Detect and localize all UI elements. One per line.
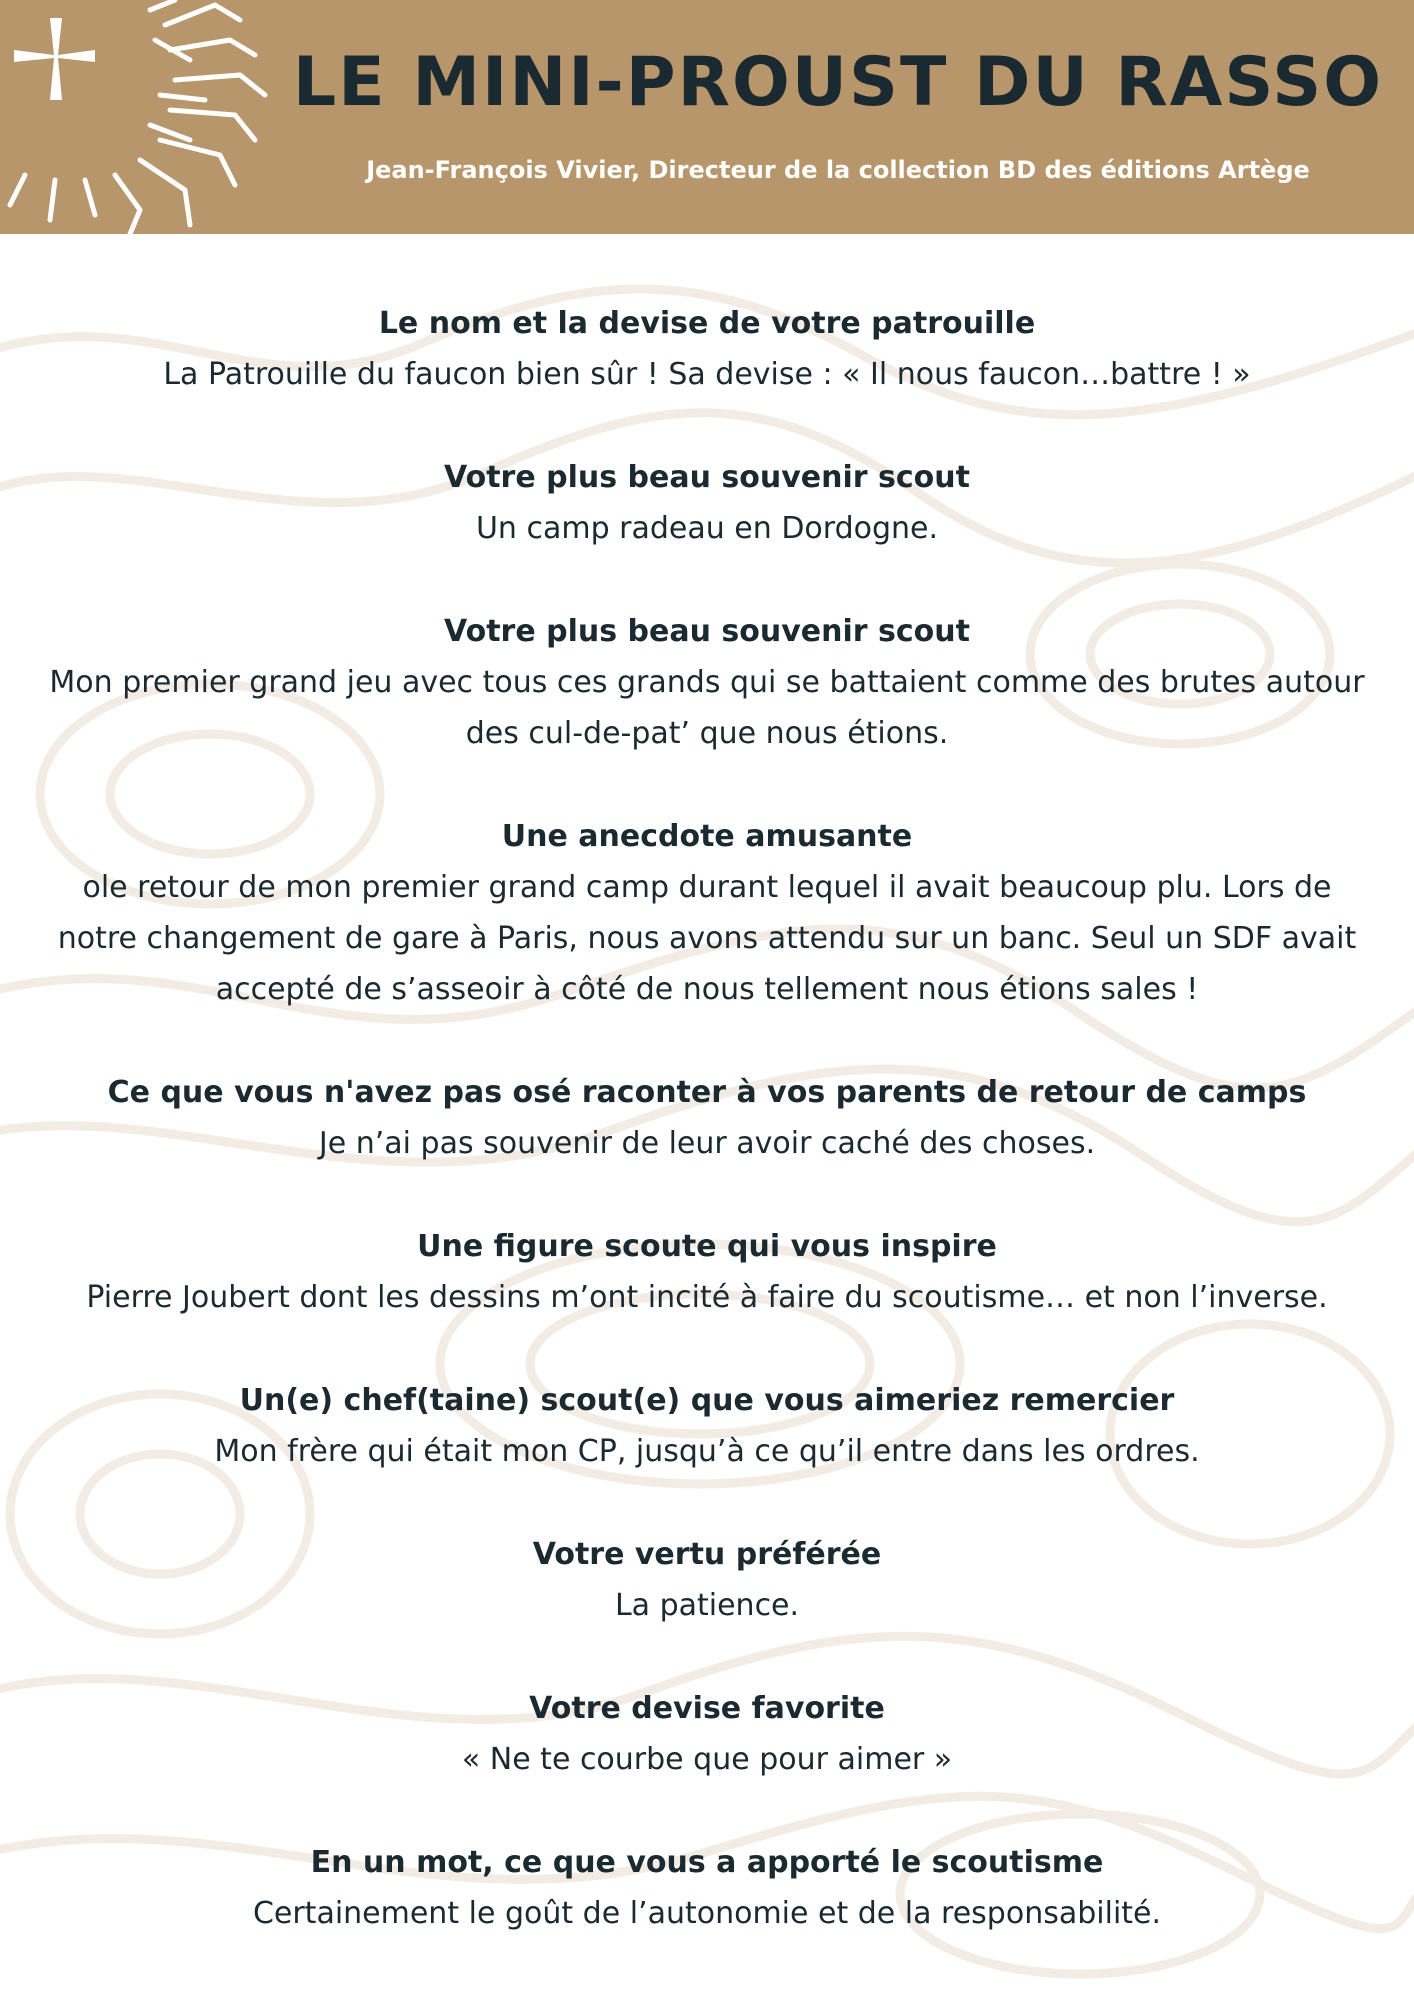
- question-heading: Le nom et la devise de votre patrouille: [378, 306, 1036, 341]
- question-heading: Votre plus beau souvenir scout: [444, 460, 970, 495]
- answer-text: Pierre Joubert dont les dessins m’ont incité à faire du scoutisme… et non l’inverse.: [86, 1280, 1328, 1315]
- answer-text: La Patrouille du faucon bien sûr ! Sa devise : « Il nous faucon…battre ! »: [163, 357, 1251, 392]
- qa-item: [40, 452, 1374, 554]
- answer-text: Un camp radeau en Dordogne.: [475, 511, 939, 546]
- question-heading: Un(e) chef(taine) scout(e) que vous aimeriez remercier: [239, 1383, 1175, 1418]
- question-heading: Votre devise favorite: [529, 1691, 885, 1726]
- questionnaire: [40, 298, 1374, 1939]
- qa-item: [40, 1529, 1374, 1631]
- qa-item: [40, 1375, 1374, 1477]
- question-heading: Une anecdote amusante: [501, 819, 913, 854]
- scout-cross-emblem-icon: [0, 0, 290, 234]
- qa-item: [40, 1683, 1374, 1785]
- answer-text: ole retour de mon premier grand camp durant lequel il avait beaucoup plu. Lors de notre changement de gare à Paris, nous avons attendu sur un banc. Seul un SDF avait accepté de s’asseoir à côté de nous tellement nous étions sales !: [57, 870, 1357, 1007]
- question-heading: En un mot, ce que vous a apporté le scoutisme: [310, 1845, 1104, 1880]
- qa-item: [40, 298, 1374, 400]
- question-heading: Votre vertu préférée: [532, 1537, 882, 1572]
- answer-text: Mon premier grand jeu avec tous ces grands qui se battaient comme des brutes autour des cul-de-pat’ que nous étions.: [49, 665, 1365, 751]
- page-header: [0, 0, 1414, 234]
- question-heading: Votre plus beau souvenir scout: [444, 614, 970, 649]
- answer-text: Je n’ai pas souvenir de leur avoir caché des choses.: [318, 1126, 1096, 1161]
- answer-text: « Ne te courbe que pour aimer »: [461, 1742, 953, 1777]
- qa-item: [40, 606, 1374, 759]
- qa-item: [40, 1067, 1374, 1169]
- page-title: LE MINI-PROUST DU RASSO: [292, 43, 1384, 122]
- question-heading: Ce que vous n'avez pas osé raconter à vos parents de retour de camps: [107, 1075, 1307, 1110]
- answer-text: Mon frère qui était mon CP, jusqu’à ce qu’il entre dans les ordres.: [214, 1434, 1200, 1469]
- qa-item: [40, 1221, 1374, 1323]
- page-subtitle: Jean-François Vivier, Directeur de la collection BD des éditions Artège: [366, 156, 1310, 184]
- qa-item: [40, 1837, 1374, 1939]
- question-heading: Une figure scoute qui vous inspire: [417, 1229, 997, 1264]
- answer-text: La patience.: [614, 1588, 800, 1623]
- answer-text: Certainement le goût de l’autonomie et de la responsabilité.: [252, 1896, 1162, 1931]
- qa-item: [40, 811, 1374, 1015]
